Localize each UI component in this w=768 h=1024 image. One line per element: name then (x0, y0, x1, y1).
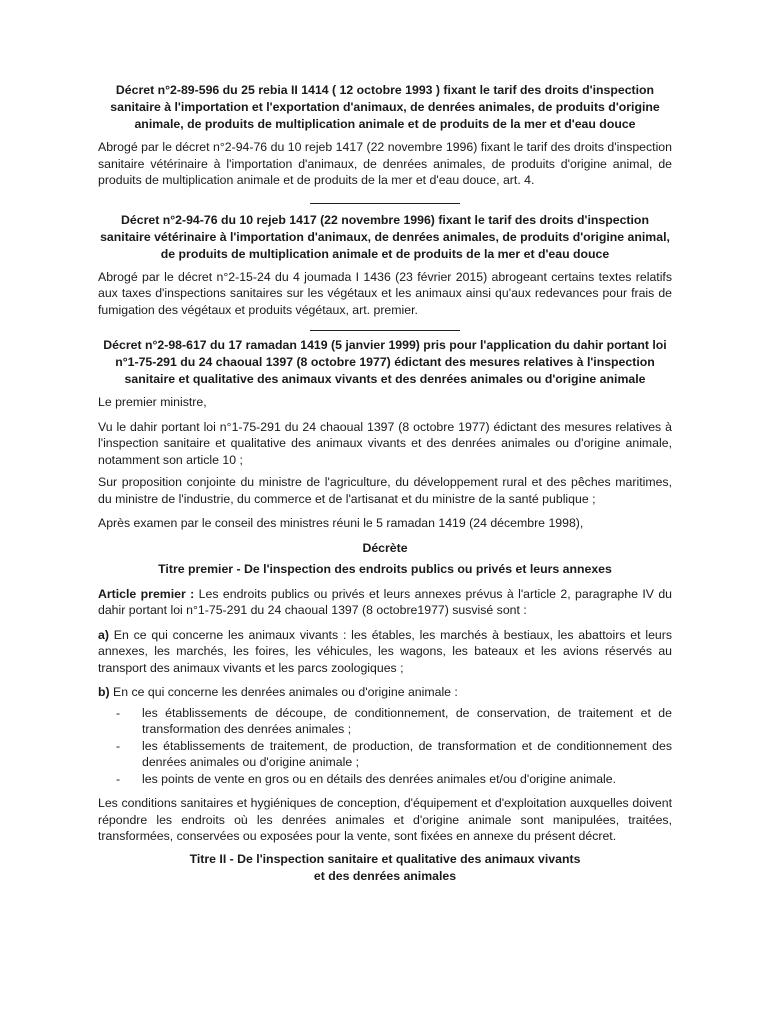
decrete-heading: Décrète (362, 540, 408, 555)
section-divider (310, 203, 460, 204)
decree2-title: Décret n°2-94-76 du 10 rejeb 1417 (22 novembre 1996) fixant le tarif des droits d'inspection sanitaire vétérinaire à l'importation d'animaux, de denrées animales, de produits d'origine animal, de produits de multiplication animale et de produits de la mer et d'eau douce (100, 212, 670, 261)
section-divider (310, 330, 460, 331)
vu-dahir-paragraph: Vu le dahir portant loi n°1-75-291 du 24 chaoual 1397 (8 octobre 1977) édictant des mesures relatives à l'inspection sanitaire et qualitative des animaux vivants et des denrées animales ou d'origine animale, notamment son article 10 ; (98, 419, 672, 467)
titre-premier-heading: Titre premier - De l'inspection des endroits publics ou privés et leurs annexes (158, 561, 612, 576)
article-premier-paragraph (98, 586, 672, 619)
list-item: - les établissements de traitement, de production, de transformation et de conditionnement des denrées animales ou d'origine animale ; (142, 738, 672, 771)
point-a-label: a) (98, 627, 109, 642)
point-b-list (98, 705, 672, 788)
point-b-label: b) (98, 685, 110, 699)
apres-examen-paragraph: Après examen par le conseil des ministres réuni le 5 ramadan 1419 (24 décembre 1998), (98, 516, 584, 530)
article-premier-label: Article premier : (98, 586, 195, 601)
point-a-paragraph (98, 627, 672, 677)
point-b-text: En ce qui concerne les denrées animales ou d'origine animale : (109, 685, 458, 699)
list-item: - les établissements de découpe, de conditionnement, de conservation, de traitement et de transformation des denrées animales ; (142, 705, 672, 738)
article-premier-text: Les endroits publics ou privés et leurs annexes prévus à l'article 2, paragraphe IV du dahir portant loi n°1-75-291 du 24 chaoual 1397 (8 octobre1977) susvisé sont : (98, 586, 673, 617)
sur-proposition-paragraph: Sur proposition conjointe du ministre de l'agriculture, du développement rural et des pêches maritimes, du ministre de l'industrie, du commerce et de l'artisanat et du ministre de la santé publique ; (98, 475, 672, 506)
prime-minister-line: Le premier ministre, (98, 395, 207, 409)
decree1-title: Décret n°2-89-596 du 25 rebia II 1414 ( 12 octobre 1993 ) fixant le tarif des droits d'inspection sanitaire à l'importation et l'exportation d'animaux, de denrées animales, de produits d'origine animale, de produits de multiplication animale et de produits de la mer et d'eau douce (110, 83, 660, 131)
decree1-abrogation-note: Abrogé par le décret n°2-94-76 du 10 rejeb 1417 (22 novembre 1996) fixant le tarif des droits d'inspection sanitaire vétérinaire à l'importation d'animaux, de denrées animales, de produits d'origine animal, de produits de multiplication animale et de produits de la mer et d'eau douce, art. 4. (98, 140, 672, 187)
conditions-paragraph: Les conditions sanitaires et hygiéniques de conception, d'équipement et d'exploitation auxquelles doivent répondre les endroits où les denrées animales et d'origine animale sont manipulées, traitées, transformées, conservées ou exposées pour la vente, sont fixées en annexe du présent décret. (98, 796, 672, 843)
titre-ii-heading-line2: et des denrées animales (313, 868, 457, 883)
titre-ii-heading-line1: Titre II - De l'inspection sanitaire et qualitative des animaux vivants (189, 851, 581, 866)
decree2-abrogation-note: Abrogé par le décret n°2-15-24 du 4 joumada I 1436 (23 février 2015) abrogeant certains textes relatifs aux taxes d'inspections sanitaires sur les végétaux et les animaux ainsi qu'aux redevances pour frais de fumigation des végétaux et produits végétaux, art. premier. (98, 269, 672, 317)
decree3-title: Décret n°2-98-617 du 17 ramadan 1419 (5 janvier 1999) pris pour l'application du dahir portant loi n°1-75-291 du 24 chaoual 1397 (8 octobre 1977) édictant des mesures relatives à l'inspection sanitaire et qualitative des animaux vivants et des denrées animales ou d'origine animale (103, 338, 667, 386)
point-a-text: En ce qui concerne les animaux vivants : les étables, les marchés à bestiaux, les abattoirs et leurs annexes, les marchés, les foires, les véhicules, les wagons, les bateaux et les avions réservés au transport des animaux vivants et les parcs zoologiques ; (98, 627, 672, 675)
point-b-paragraph (98, 684, 672, 701)
list-item: - les points de vente en gros ou en détails des denrées animales et/ou d'origine animale. (142, 771, 672, 788)
